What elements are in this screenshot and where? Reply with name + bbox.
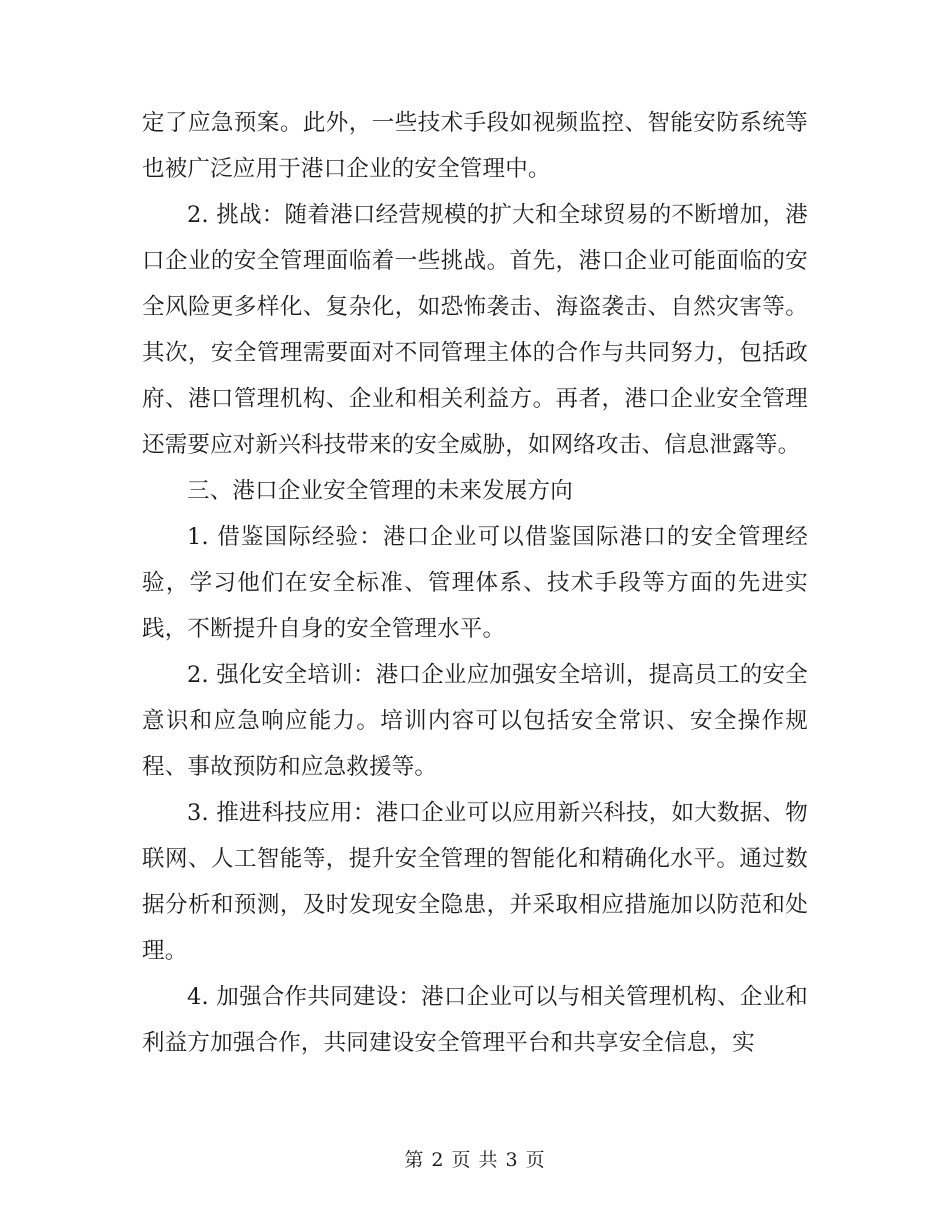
paragraph-international-experience: 1. 借鉴国际经验：港口企业可以借鉴国际港口的安全管理经验，学习他们在安全标准、管理体系、技术手段等方面的先进实践，不断提升自身的安全管理水平。 xyxy=(142,524,808,642)
paragraph-safety-training: 2. 强化安全培训：港口企业应加强安全培训，提高员工的安全意识和应急响应能力。培训内容可以包括安全常识、安全操作规程、事故预防和应急救援等。 xyxy=(142,662,808,780)
section-heading-future-directions: 三、港口企业安全管理的未来发展方向 xyxy=(187,478,573,504)
page-number-footer: 第 2 页 共 3 页 xyxy=(404,1149,546,1171)
paragraph-continuation: 定了应急预案。此外，一些技术手段如视频监控、智能安防系统等也被广泛应用于港口企业的安全管理中。 xyxy=(142,110,808,182)
paragraph-technology-application: 3. 推进科技应用：港口企业可以应用新兴科技，如大数据、物联网、人工智能等，提升安全管理的智能化和精确化水平。通过数据分析和预测，及时发现安全隐患，并采取相应措施加以防范和处理。 xyxy=(142,800,808,964)
paragraph-challenges: 2. 挑战：随着港口经营规模的扩大和全球贸易的不断增加，港口企业的安全管理面临着一些挑战。首先，港口企业可能面临的安全风险更多样化、复杂化，如恐怖袭击、海盗袭击、自然灾害等。其次，安全管理需要面对不同管理主体的合作与共同努力，包括政府、港口管理机构、企业和相关利益方。再者，港口企业安全管理还需要应对新兴科技带来的安全威胁，如网络攻击、信息泄露等。 xyxy=(142,202,808,458)
document-body xyxy=(142,100,808,1066)
paragraph-cooperation: 4. 加强合作共同建设：港口企业可以与相关管理机构、企业和利益方加强合作，共同建设安全管理平台和共享安全信息，实 xyxy=(142,984,808,1056)
